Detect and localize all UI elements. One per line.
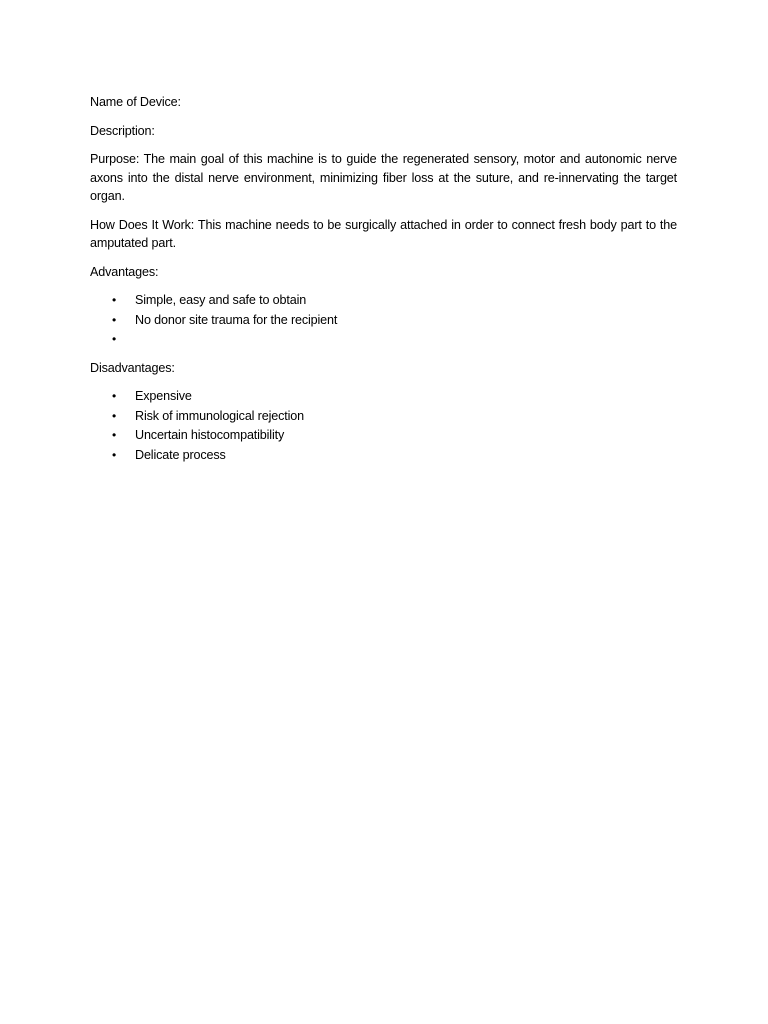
list-item [90,446,677,466]
disadvantages-list [90,387,677,465]
advantages-heading: Advantages: [90,264,159,279]
disadvantage-text: Risk of immunological rejection [135,408,304,423]
bullet-icon: • [112,293,117,307]
disadvantage-text: Delicate process [135,447,226,462]
advantage-text: No donor site trauma for the recipient [135,312,338,327]
list-item [90,291,677,311]
bullet-icon: • [112,408,117,423]
advantages-list [90,291,677,350]
list-item [90,387,677,407]
bullet-icon: • [112,312,117,327]
disadvantages-heading: Disadvantages: [90,360,175,375]
bullet-icon: • [112,447,117,462]
list-item [90,330,677,350]
how-it-works-paragraph: How Does It Work: This machine needs to be surgically attached in order to connect fresh body part to the amputated part. [90,217,677,250]
name-of-device-line: Name of Device: [90,95,181,109]
description-line: Description: [90,123,155,138]
disadvantage-text: Expensive [135,389,192,403]
advantage-text: Simple, easy and safe to obtain [135,293,307,307]
purpose-paragraph: Purpose: The main goal of this machine is to guide the regenerated sensory, motor and autonomic nerve axons into the distal nerve environment, minimizing fiber loss at the suture, and re-innervating the target organ. [90,152,677,203]
list-item [90,407,677,427]
list-item [90,426,677,446]
disadvantage-text: Uncertain histocompatibility [135,428,285,442]
list-item [90,311,677,331]
bullet-icon: • [112,332,117,346]
bullet-icon: • [112,389,117,403]
bullet-icon: • [112,428,117,442]
document-body [90,93,677,474]
